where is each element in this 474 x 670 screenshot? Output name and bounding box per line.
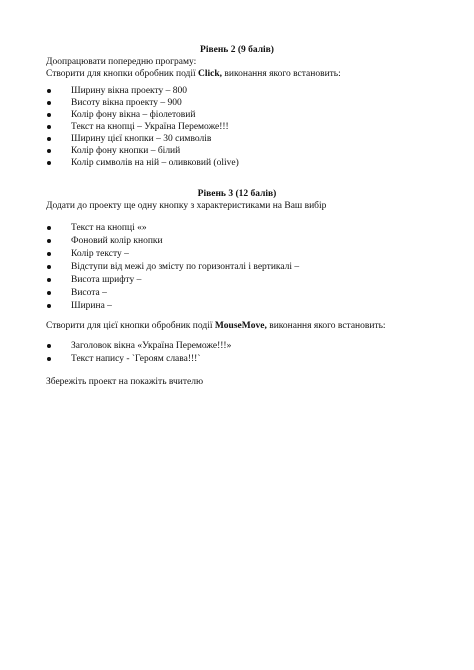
bullet-icon (47, 252, 51, 256)
bullet-icon (47, 239, 51, 243)
bullet-icon (47, 137, 51, 141)
level2-heading: Рівень 2 (9 балів) (200, 45, 274, 55)
list-item-text: Ширина – (71, 301, 112, 311)
list-item-text: Ширину цієї кнопки – 30 символів (71, 134, 212, 144)
bullet-icon (47, 357, 51, 361)
list-item-text: Колір тексту – (71, 249, 129, 259)
footer-instruction: Збережіть проект на покажіть вчителю (46, 377, 204, 387)
mousemove-task-line (46, 320, 386, 332)
bullet-icon (47, 89, 51, 93)
bullet-icon (47, 161, 51, 165)
bullet-icon (47, 149, 51, 153)
list-item-text: Висоту вікна проекту – 900 (71, 98, 182, 108)
bullet-icon (47, 304, 51, 308)
mousemove-task-tail: виконання якого встановить: (266, 321, 386, 331)
level3-heading: Рівень 3 (12 балів) (197, 189, 277, 199)
list-item-text: Колір символів на ній – оливковий (olive) (71, 158, 239, 168)
mousemove-event-name: MouseMove, (214, 321, 267, 331)
bullet-icon (47, 101, 51, 105)
list-item-text: Колір фону кнопки – білий (71, 146, 181, 156)
level2-task-text: Створити для кнопки обробник події (46, 69, 199, 79)
list-item-text: Текст напису - `Героям слава!!!` (71, 354, 201, 364)
list-item-text: Висота шрифту – (71, 275, 142, 285)
list-item-text: Текст на кнопці – Україна Переможе!!! (71, 122, 229, 132)
bullet-icon (47, 265, 51, 269)
level2-task-tail: виконання якого встановить: (222, 69, 341, 79)
bullet-icon (47, 226, 51, 230)
bullet-icon (47, 125, 51, 129)
bullet-icon (47, 344, 51, 348)
level3-intro-line: Додати до проекту ще одну кнопку з характеристиками на Ваш вибір (46, 201, 327, 211)
bullet-icon (47, 113, 51, 117)
list-item-text: Висота – (71, 288, 107, 298)
list-item-text: Відступи від межі до змісту по горизонталі і вертикалі – (71, 262, 300, 272)
list-item-text: Фоновий колір кнопки (71, 236, 163, 246)
list-item-text: Текст на кнопці «» (71, 223, 147, 233)
click-event-name: Click, (198, 69, 223, 79)
level2-task-line (46, 68, 341, 80)
bullet-icon (47, 278, 51, 282)
bullet-icon (47, 291, 51, 295)
mousemove-task-text: Створити для цієї кнопки обробник події (46, 321, 215, 331)
list-item-text: Заголовок вікна «Україна Переможе!!!» (71, 341, 232, 351)
list-item-text: Ширину вікна проекту – 800 (71, 86, 188, 96)
level2-intro-line: Доопрацювати попередню програму: (46, 57, 197, 67)
list-item-text: Колір фону вікна – фіолетовий (71, 110, 196, 120)
